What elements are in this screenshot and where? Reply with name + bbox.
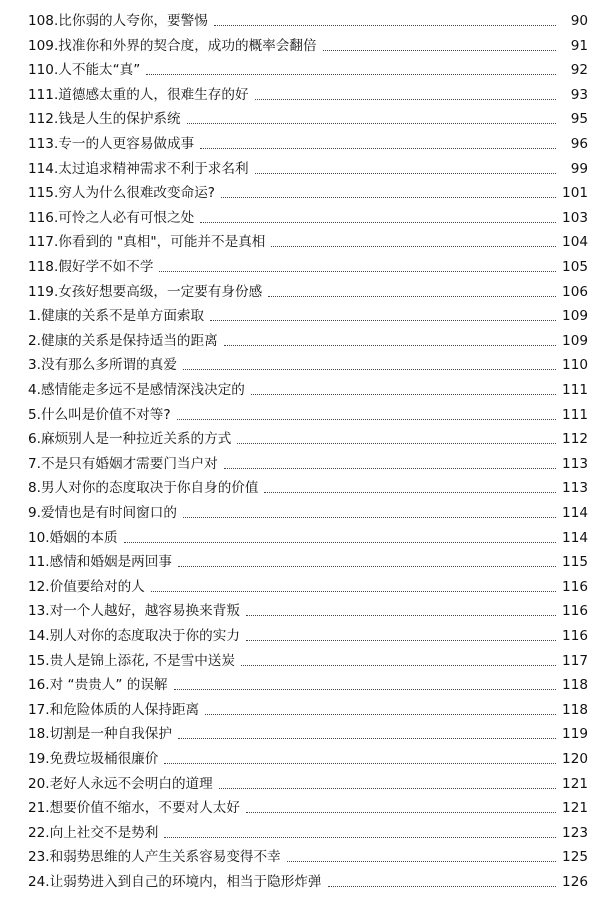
toc-entry-title: 15.贵人是锦上添花, 不是雪中送炭	[28, 652, 235, 669]
toc-entry[interactable]	[28, 475, 588, 497]
toc-entry-page-number: 120	[562, 751, 588, 767]
dot-leader	[241, 665, 556, 666]
toc-entry-title: 16.对 “贵贵人” 的误解	[28, 677, 168, 694]
toc-entry-page-number: 99	[570, 160, 588, 177]
dot-leader	[164, 763, 556, 764]
dot-leader	[200, 222, 556, 223]
dot-leader	[124, 542, 556, 543]
dot-leader	[187, 123, 556, 124]
toc-entry-page-number: 121	[562, 800, 588, 817]
toc-entry-title: 118.假好学不如不学	[28, 259, 154, 275]
toc-entry-title: 11.感情和婚姻是两回事	[28, 554, 172, 571]
dot-leader	[214, 25, 556, 26]
toc-entry[interactable]	[28, 279, 588, 301]
toc-entry-page-number: 123	[562, 824, 588, 841]
toc-entry-page-number: 93	[570, 86, 588, 103]
toc-entry-page-number: 125	[562, 849, 588, 866]
toc-entry-title: 109.找准你和外界的契合度，成功的概率会翻倍	[28, 37, 317, 54]
toc-entry-title: 23.和弱势思维的人产生关系容易变得不幸	[28, 849, 281, 866]
dot-leader	[328, 886, 557, 887]
toc-entry[interactable]	[28, 623, 588, 645]
toc-entry-page-number: 117	[562, 652, 588, 669]
toc-entry-title: 113.专一的人更容易做成事	[28, 136, 195, 152]
toc-entry-page-number: 109	[562, 308, 588, 325]
dot-leader	[210, 320, 556, 321]
dot-leader	[246, 640, 556, 641]
toc-entry[interactable]	[28, 869, 588, 891]
toc-entry-page-number: 101	[562, 185, 588, 202]
dot-leader	[224, 468, 556, 469]
toc-entry[interactable]	[28, 328, 588, 350]
toc-entry[interactable]	[28, 229, 588, 251]
toc-entry-title: 6.麻烦别人是一种拉近关系的方式	[28, 431, 232, 448]
toc-entry-title: 119.女孩好想要高级，一定要有身份感	[28, 283, 263, 300]
toc-entry-title: 20.老好人永远不会明白的道理	[28, 775, 213, 792]
toc-entry-page-number: 121	[562, 775, 588, 792]
toc-entry-page-number: 112	[562, 431, 588, 448]
toc-entry[interactable]	[28, 106, 588, 128]
toc-entry[interactable]	[28, 844, 588, 866]
toc-entry-page-number: 116	[562, 603, 588, 620]
toc-entry[interactable]	[28, 426, 588, 448]
toc-entry-title: 108.比你弱的人夸你，要警惕	[28, 13, 208, 29]
toc-entry[interactable]	[28, 180, 588, 202]
toc-entry[interactable]	[28, 303, 588, 325]
toc-entry-page-number: 116	[562, 578, 588, 595]
dot-leader	[323, 50, 556, 51]
toc-entry-title: 2.健康的关系是保持适当的距离	[28, 332, 218, 349]
dot-leader	[219, 788, 556, 789]
dot-leader	[224, 345, 556, 346]
toc-entry-page-number: 110	[562, 357, 588, 374]
toc-entry-title: 1.健康的关系不是单方面索取	[28, 308, 205, 325]
toc-entry[interactable]	[28, 820, 588, 842]
toc-entry[interactable]	[28, 771, 588, 793]
toc-entry-page-number: 118	[562, 701, 588, 718]
toc-entry[interactable]	[28, 500, 588, 522]
dot-leader	[205, 714, 556, 715]
toc-entry-page-number: 115	[562, 554, 588, 571]
toc-entry-title: 5.什么叫是价值不对等?	[28, 406, 171, 423]
toc-entry-title: 14.别人对你的态度取决于你的实力	[28, 628, 240, 644]
dot-leader	[174, 689, 556, 690]
toc-entry[interactable]	[28, 697, 588, 719]
toc-entry-title: 110.人不能太“真”	[28, 62, 141, 79]
dot-leader	[255, 173, 556, 174]
dot-leader	[159, 271, 556, 272]
toc-entry-page-number: 104	[562, 234, 588, 251]
dot-leader	[268, 296, 556, 297]
toc-entry-page-number: 113	[562, 480, 588, 497]
toc-entry-page-number: 114	[562, 529, 588, 546]
toc-entry-title: 112.钱是人生的保护系统	[28, 111, 181, 128]
toc-entry[interactable]	[28, 254, 588, 276]
toc-entry-title: 7.不是只有婚姻才需要门当户对	[28, 455, 218, 472]
toc-entry[interactable]	[28, 33, 588, 55]
toc-entry[interactable]	[28, 8, 588, 30]
toc-entry-title: 116.可怜之人必有可恨之处	[28, 209, 195, 226]
toc-entry-page-number: 119	[562, 726, 588, 743]
dot-leader	[246, 615, 556, 616]
toc-entry[interactable]	[28, 352, 588, 374]
toc-entry-title: 10.婚姻的本质	[28, 529, 118, 546]
dot-leader	[178, 566, 556, 567]
toc-entry-page-number: 96	[570, 136, 588, 152]
toc-entry-title: 4.感情能走多远不是感情深浅决定的	[28, 382, 245, 398]
toc-entry-title: 114.太过追求精神需求不利于求名利	[28, 160, 249, 177]
toc-entry-title: 111.道德感太重的人，很难生存的好	[28, 86, 249, 103]
toc-entry-page-number: 113	[562, 455, 588, 472]
toc-entry-page-number: 111	[562, 406, 588, 423]
toc-entry[interactable]	[28, 721, 588, 743]
dot-leader	[200, 148, 556, 149]
toc-entry-page-number: 109	[562, 332, 588, 349]
toc-entry-title: 22.向上社交不是势利	[28, 824, 159, 841]
toc-entry-page-number: 111	[562, 382, 588, 398]
toc-entry-page-number: 95	[570, 111, 588, 128]
toc-entry-page-number: 105	[562, 259, 588, 275]
toc-entry[interactable]	[28, 57, 588, 79]
toc-entry[interactable]	[28, 672, 588, 694]
toc-entry-page-number: 116	[562, 628, 588, 644]
dot-leader	[255, 99, 556, 100]
dot-leader	[271, 246, 556, 247]
dot-leader	[151, 591, 556, 592]
dot-leader	[183, 369, 556, 370]
dot-leader	[177, 419, 556, 420]
toc-entry-page-number: 106	[562, 283, 588, 300]
dot-leader	[287, 861, 556, 862]
dot-leader	[178, 738, 556, 739]
toc-entry-page-number: 90	[570, 13, 588, 29]
toc-entry[interactable]	[28, 131, 588, 153]
toc-entry[interactable]	[28, 648, 588, 670]
toc-entry-page-number: 103	[562, 209, 588, 226]
toc-entry[interactable]	[28, 377, 588, 399]
toc-entry[interactable]	[28, 451, 588, 473]
toc-entry-title: 8.男人对你的态度取决于你自身的价值	[28, 480, 259, 497]
dot-leader	[164, 837, 556, 838]
toc-entry[interactable]	[28, 549, 588, 571]
toc-entry-title: 117.你看到的 "真相"，可能并不是真相	[28, 234, 266, 251]
toc-entry-page-number: 92	[570, 62, 588, 79]
dot-leader	[183, 517, 556, 518]
dot-leader	[251, 394, 556, 395]
toc-entry-title: 3.没有那么多所谓的真爱	[28, 357, 177, 374]
toc-entry-title: 24.让弱势进入到自己的环境内，相当于隐形炸弹	[28, 874, 322, 890]
dot-leader	[237, 443, 556, 444]
dot-leader	[264, 492, 556, 493]
toc-entry[interactable]	[28, 525, 588, 547]
toc-entry-title: 12.价值要给对的人	[28, 578, 145, 595]
toc-entry-title: 13.对一个人越好，越容易换来背叛	[28, 603, 240, 620]
toc-entry-page-number: 118	[562, 677, 588, 694]
toc-entry-title: 9.爱情也是有时间窗口的	[28, 505, 177, 521]
dot-leader	[146, 74, 556, 75]
toc-entry-title: 18.切割是一种自我保护	[28, 726, 172, 743]
toc-entry-page-number: 126	[562, 874, 588, 890]
toc-entry[interactable]	[28, 156, 588, 178]
toc-entry-page-number: 91	[570, 37, 588, 54]
toc-entry[interactable]	[28, 205, 588, 227]
toc-entry[interactable]	[28, 598, 588, 620]
toc-entry-title: 19.免费垃圾桶很廉价	[28, 751, 159, 767]
toc-entry[interactable]	[28, 402, 588, 424]
toc-entry[interactable]	[28, 795, 588, 817]
dot-leader	[246, 812, 556, 813]
dot-leader	[221, 197, 556, 198]
toc-entry-title: 17.和危险体质的人保持距离	[28, 701, 200, 718]
toc-entry[interactable]	[28, 574, 588, 596]
toc-entry[interactable]	[28, 82, 588, 104]
toc-entry-page-number: 114	[562, 505, 588, 521]
toc-entry-title: 21.想要价值不缩水，不要对人太好	[28, 800, 240, 817]
toc-entry-title: 115.穷人为什么很难改变命运?	[28, 185, 216, 202]
toc-entry[interactable]	[28, 746, 588, 768]
